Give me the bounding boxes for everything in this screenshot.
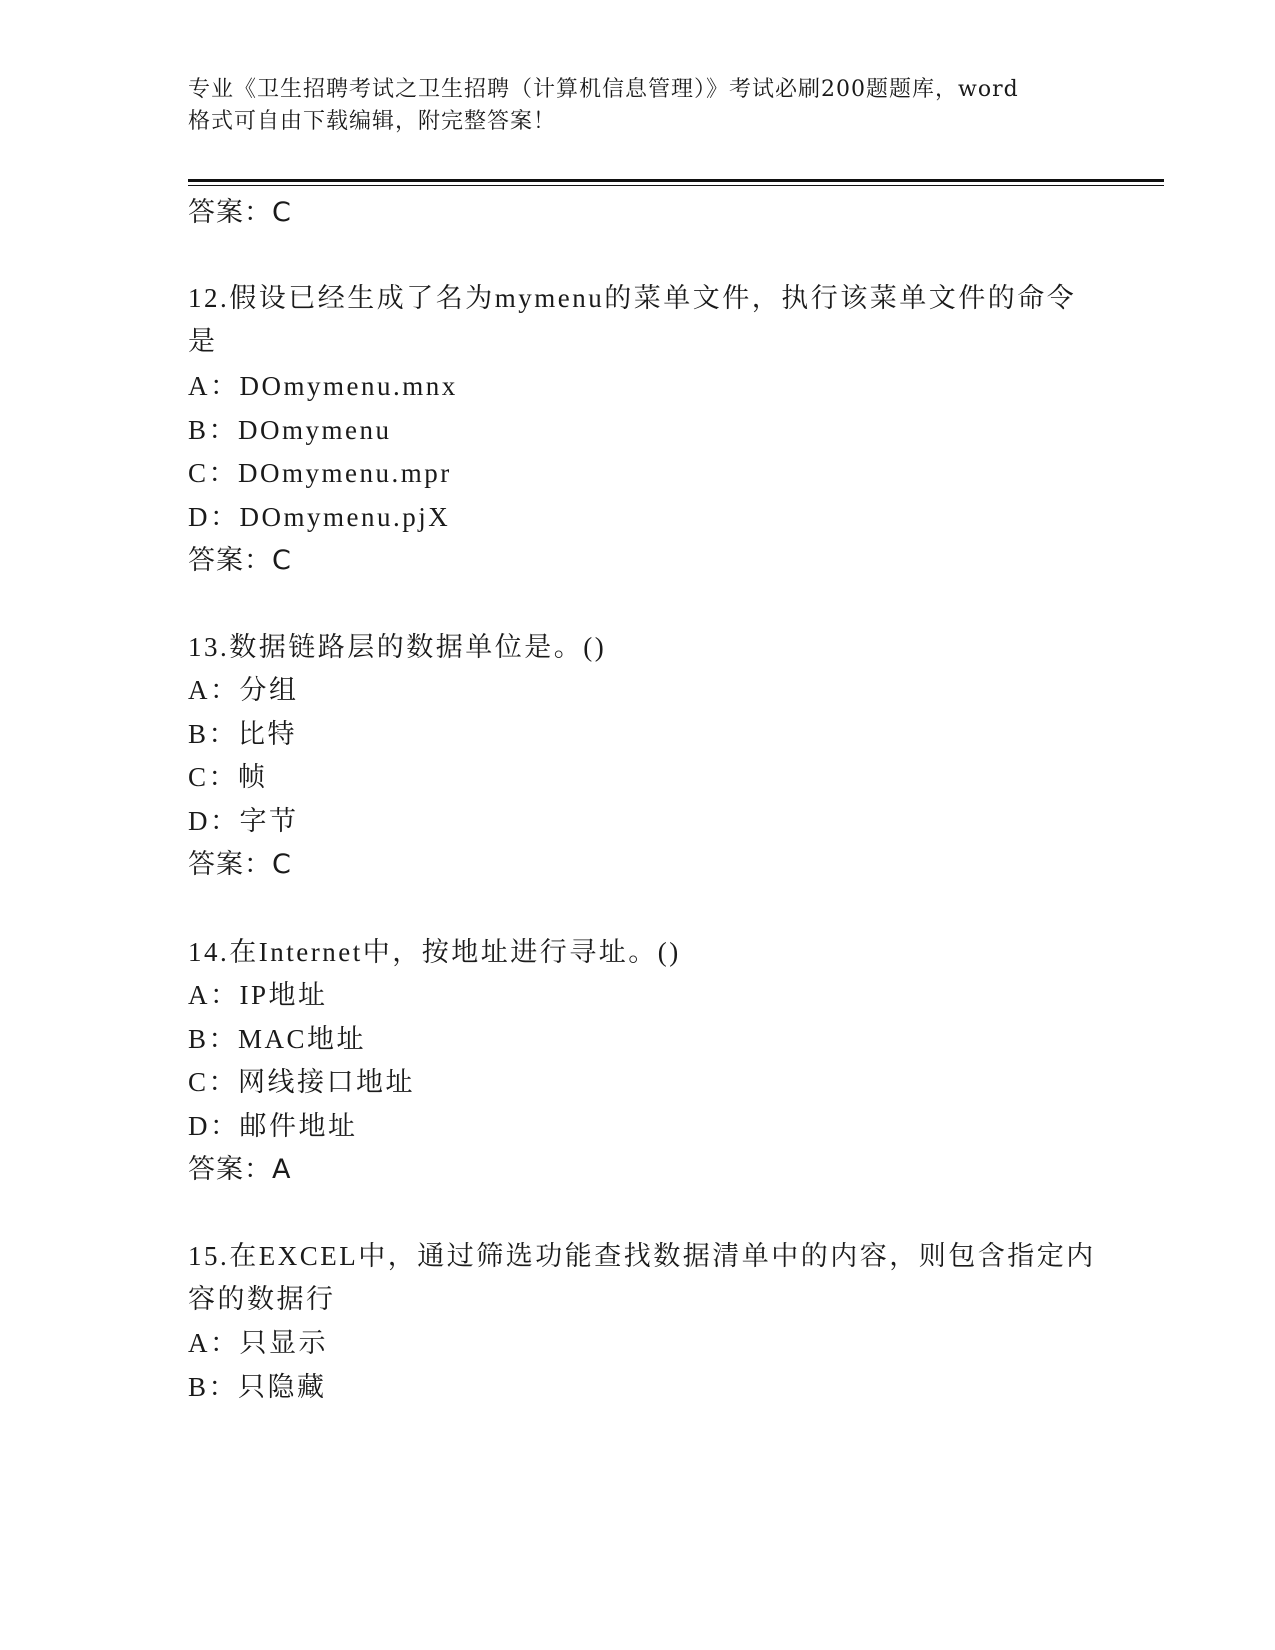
question-15-text-line-2: 容的数据行 [188,1284,336,1314]
question-12-option-b: B：DOmymenu [188,415,392,445]
question-14-option-b: B：MAC地址 [188,1024,367,1054]
header-line-1: 专业《卫生招聘考试之卫生招聘（计算机信息管理）》考试必刷200题题库，word [188,77,1019,102]
question-12-option-c: C：DOmymenu.mpr [188,458,452,488]
question-12-text-line-1: 12.假设已经生成了名为mymenu的菜单文件，执行该菜单文件的命令 [188,283,1077,313]
question-13-option-d: D：字节 [188,806,299,836]
question-12-text-line-2: 是 [188,326,218,356]
header-rule-thick [188,179,1164,182]
answer-q11: 答案：C [188,197,292,228]
question-13-option-a: A：分组 [188,675,299,705]
answer-q14: 答案：A [188,1154,292,1185]
answer-q13: 答案：C [188,849,292,880]
question-14-option-c: C：网线接口地址 [188,1067,416,1097]
header-line-2: 格式可自由下载编辑，附完整答案！ [188,109,557,134]
question-14-option-d: D：邮件地址 [188,1111,358,1141]
question-15-option-a: A：只显示 [188,1328,328,1358]
header-rule-thin [188,185,1164,186]
document-header [188,74,1088,138]
question-14-text: 14.在Internet中，按地址进行寻址。() [188,937,681,967]
answer-q12: 答案：C [188,545,292,576]
question-15-option-b: B：只隐藏 [188,1372,327,1402]
question-15-text-line-1: 15.在EXCEL中，通过筛选功能查找数据清单中的内容，则包含指定内 [188,1241,1096,1271]
question-13-option-c: C：帧 [188,762,268,792]
question-13-text: 13.数据链路层的数据单位是。() [188,632,607,662]
question-13-option-b: B：比特 [188,719,298,749]
question-12-option-a: A：DOmymenu.mnx [188,371,458,401]
question-14-option-a: A：IP地址 [188,980,328,1010]
question-12-option-d: D：DOmymenu.pjX [188,502,451,532]
